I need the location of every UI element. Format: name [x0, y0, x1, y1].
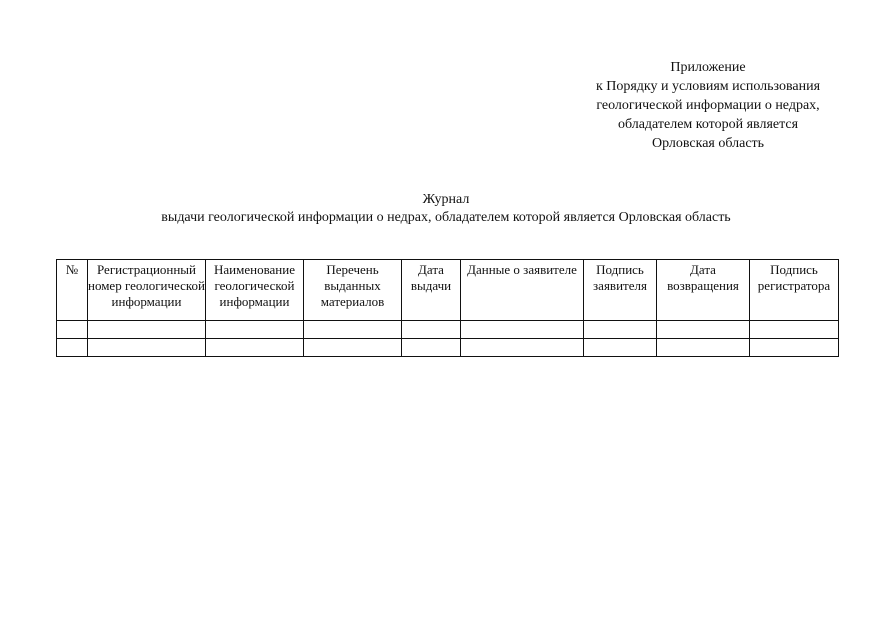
appendix-line: Орловская область [651, 136, 765, 151]
appendix-line: к Порядку и условиям использования [595, 79, 821, 94]
column-header-materials-list: Перечень выданных материалов [304, 260, 402, 321]
table-cell [88, 321, 206, 339]
journal-table [56, 259, 839, 357]
table-cell [304, 321, 402, 339]
column-header-return-date: Дата возвращения [657, 260, 750, 321]
table-cell [206, 321, 304, 339]
table-cell [57, 339, 88, 357]
appendix-line: Приложение [670, 60, 746, 75]
appendix-line: геологической информации о недрах, [596, 98, 820, 113]
table-cell [657, 339, 750, 357]
table-cell [57, 321, 88, 339]
journal-heading [60, 191, 832, 227]
column-header-registration-number: Регистрационный номер геологической информации [88, 260, 206, 321]
table-cell [657, 321, 750, 339]
table-cell [750, 339, 839, 357]
table-row [57, 339, 839, 357]
table-row [57, 321, 839, 339]
column-header-number: № [57, 260, 88, 321]
appendix-note [560, 58, 856, 153]
table-cell [402, 339, 461, 357]
column-header-applicant-data: Данные о заявителе [461, 260, 584, 321]
column-header-applicant-signature: Подпись заявителя [584, 260, 657, 321]
table-cell [402, 321, 461, 339]
table-header-row [57, 260, 839, 321]
column-header-info-name: Наименование геологической информации [206, 260, 304, 321]
column-header-issue-date: Дата выдачи [402, 260, 461, 321]
journal-subtitle: выдачи геологической информации о недрах, обладателем которой является Орловская область [161, 210, 731, 225]
table-cell [304, 339, 402, 357]
journal-title: Журнал [422, 192, 470, 207]
table-cell [584, 339, 657, 357]
table-cell [461, 339, 584, 357]
table-cell [206, 339, 304, 357]
column-header-registrar-signature: Подпись регистратора [750, 260, 839, 321]
table-cell [584, 321, 657, 339]
table-cell [750, 321, 839, 339]
table-cell [461, 321, 584, 339]
appendix-line: обладателем которой является [617, 117, 799, 132]
table-cell [88, 339, 206, 357]
